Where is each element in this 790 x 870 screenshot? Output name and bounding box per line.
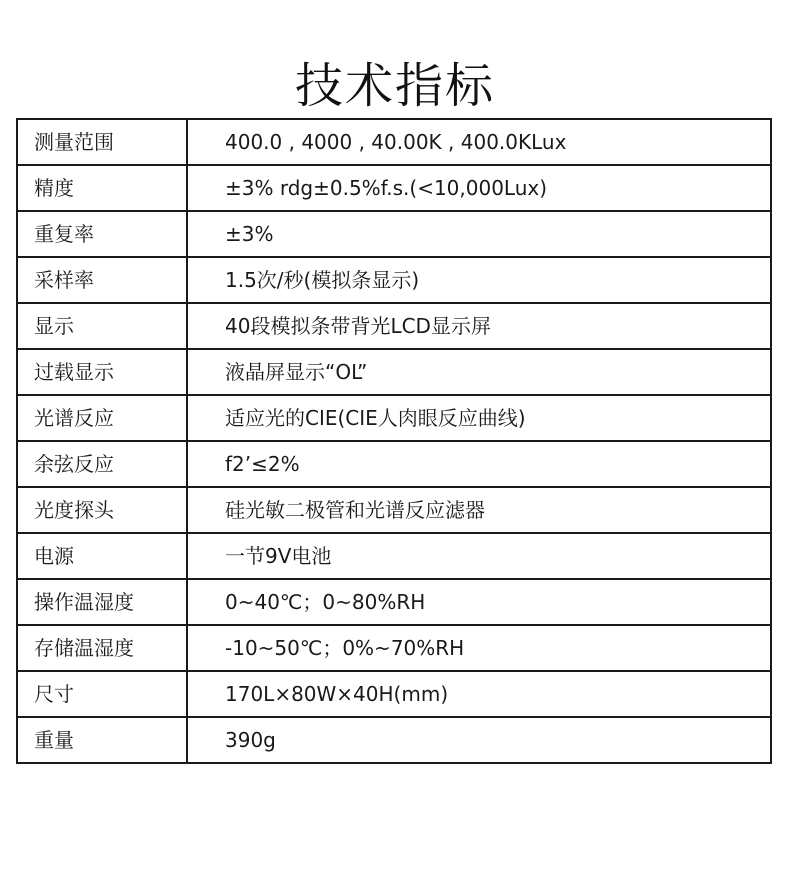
spec-value: 0~40℃；0~80%RH: [187, 579, 771, 625]
table-row: [17, 349, 771, 395]
spec-label: 存储温湿度: [17, 625, 187, 671]
table-row: [17, 395, 771, 441]
spec-value: 390g: [187, 717, 771, 763]
spec-label: 电源: [17, 533, 187, 579]
spec-value: f2’≤2%: [187, 441, 771, 487]
spec-label: 余弦反应: [17, 441, 187, 487]
table-row: [17, 533, 771, 579]
table-row: [17, 441, 771, 487]
table-row: [17, 119, 771, 165]
spec-value: 400.0 , 4000 , 40.00K , 400.0KLux: [187, 119, 771, 165]
spec-label: 测量范围: [17, 119, 187, 165]
table-row: [17, 625, 771, 671]
spec-label: 重量: [17, 717, 187, 763]
spec-label: 显示: [17, 303, 187, 349]
spec-label: 重复率: [17, 211, 187, 257]
table-row: [17, 257, 771, 303]
spec-label: 尺寸: [17, 671, 187, 717]
spec-value: 170L×80W×40H(mm): [187, 671, 771, 717]
spec-value: ±3%: [187, 211, 771, 257]
spec-label: 操作温湿度: [17, 579, 187, 625]
table-row: [17, 211, 771, 257]
table-row: [17, 717, 771, 763]
table-row: [17, 487, 771, 533]
spec-value: 适应光的CIE(CIE人肉眼反应曲线): [187, 395, 771, 441]
spec-value: ±3% rdg±0.5%f.s.(<10,000Lux): [187, 165, 771, 211]
spec-table: [16, 118, 772, 764]
spec-label: 光度探头: [17, 487, 187, 533]
spec-label: 精度: [17, 165, 187, 211]
spec-value: 液晶屏显示“OL”: [187, 349, 771, 395]
spec-label: 过载显示: [17, 349, 187, 395]
spec-label: 采样率: [17, 257, 187, 303]
page-title: 技术指标: [294, 58, 495, 115]
table-row: [17, 579, 771, 625]
spec-value: 硅光敏二极管和光谱反应滤器: [187, 487, 771, 533]
spec-value: 1.5次/秒(模拟条显示): [187, 257, 771, 303]
table-row: [17, 165, 771, 211]
spec-value: 一节9V电池: [187, 533, 771, 579]
spec-value: -10~50℃；0%~70%RH: [187, 625, 771, 671]
spec-label: 光谱反应: [17, 395, 187, 441]
spec-value: 40段模拟条带背光LCD显示屏: [187, 303, 771, 349]
table-row: [17, 303, 771, 349]
table-row: [17, 671, 771, 717]
